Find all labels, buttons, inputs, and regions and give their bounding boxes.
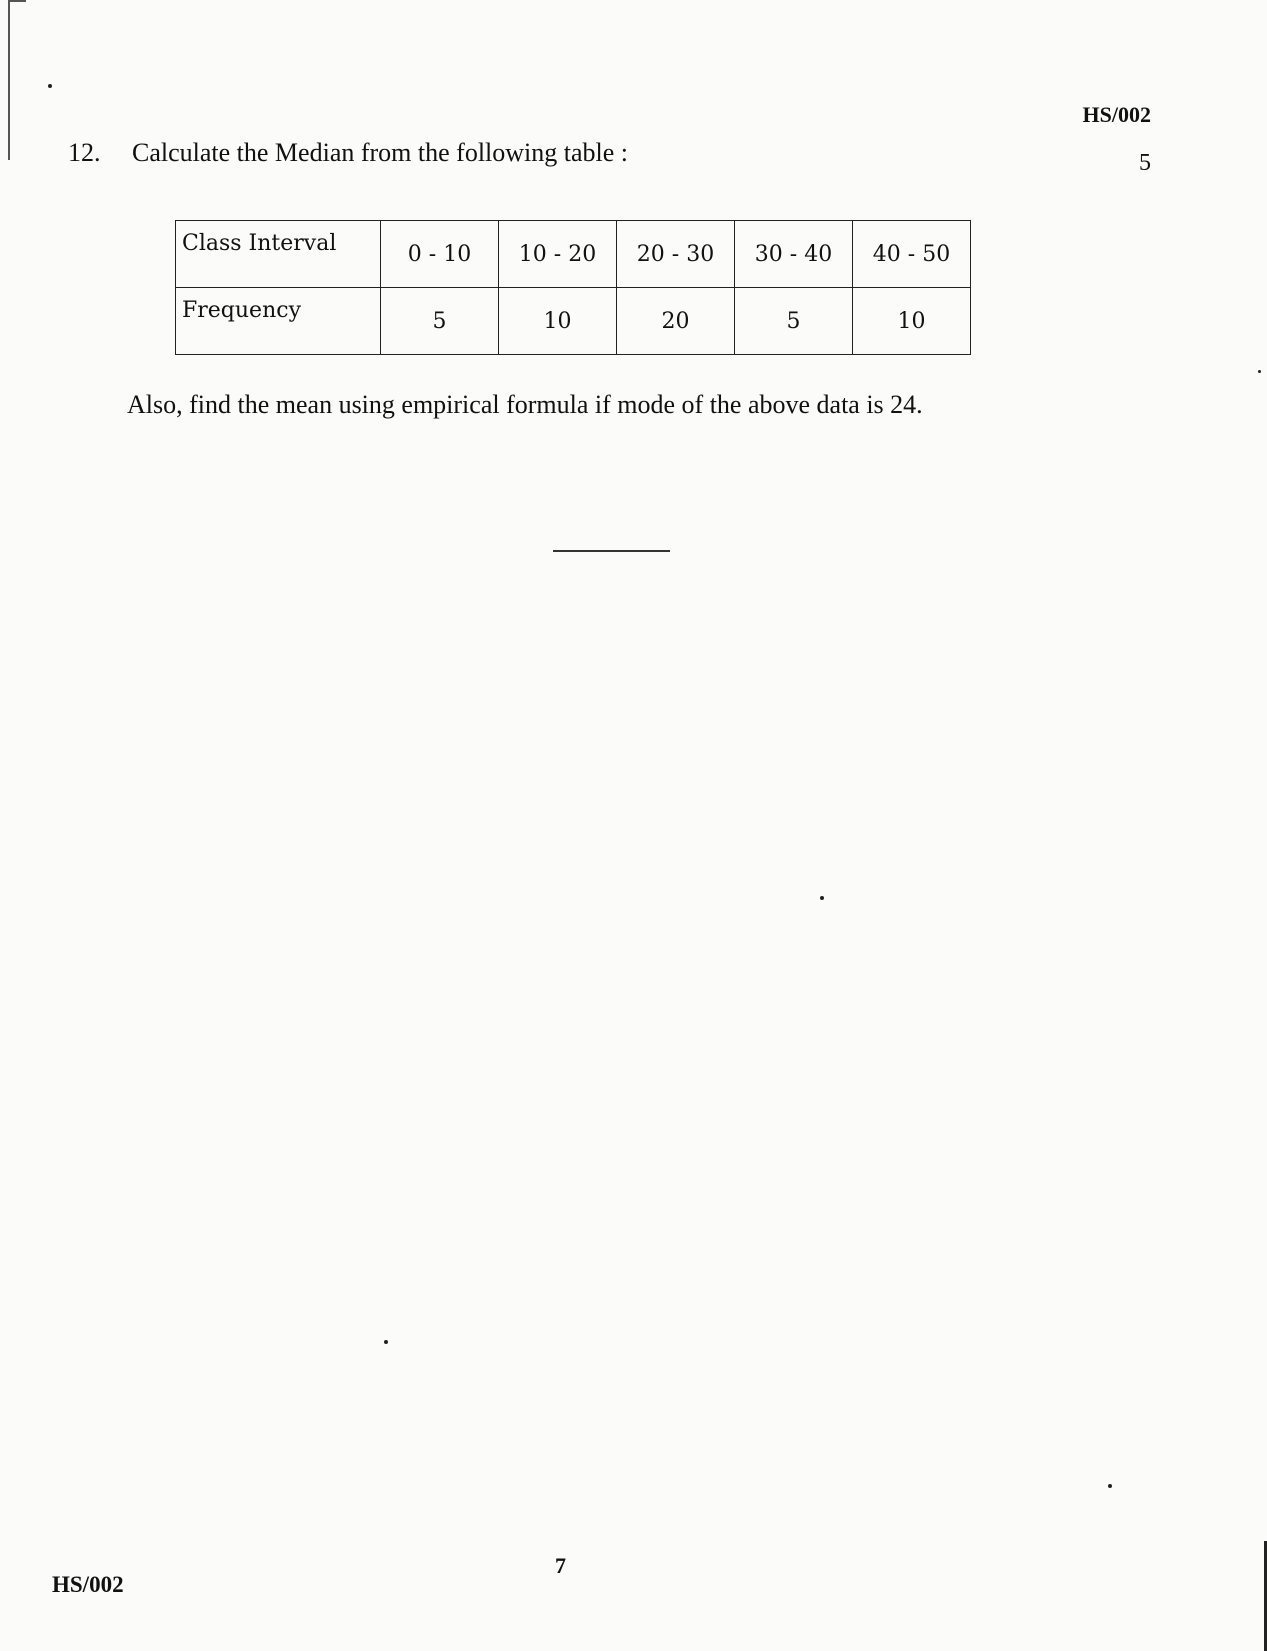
end-of-question-rule	[553, 550, 670, 552]
question-text: Calculate the Median from the following table :	[132, 138, 629, 167]
scan-speck	[384, 1340, 388, 1344]
class-interval-cell: 20 - 30	[617, 221, 735, 288]
class-interval-cell: 40 - 50	[853, 221, 971, 288]
scan-speck	[1108, 1484, 1112, 1488]
footer-paper-code: HS/002	[52, 1572, 124, 1597]
frequency-cell: 10	[853, 288, 971, 355]
scan-border-top	[8, 0, 26, 2]
frequency-cell: 5	[381, 288, 499, 355]
scan-border-left	[8, 0, 10, 160]
frequency-table	[175, 220, 971, 355]
class-interval-cell: 30 - 40	[735, 221, 853, 288]
followup-question-text: Also, find the mean using empirical formula if mode of the above data is 24.	[127, 390, 923, 419]
scan-speck	[820, 896, 824, 900]
scan-speck	[1258, 370, 1261, 373]
class-interval-cell: 0 - 10	[381, 221, 499, 288]
frequency-cell: 10	[499, 288, 617, 355]
question-marks: 5	[1139, 150, 1151, 176]
header-paper-code: HS/002	[1082, 102, 1151, 127]
frequency-row	[176, 288, 971, 355]
class-interval-label: Class Interval	[176, 221, 381, 288]
scan-speck	[48, 84, 52, 88]
class-interval-row	[176, 221, 971, 288]
frequency-cell: 20	[617, 288, 735, 355]
question-number: 12.	[68, 138, 101, 167]
frequency-label: Frequency	[176, 288, 381, 355]
class-interval-cell: 10 - 20	[499, 221, 617, 288]
frequency-cell: 5	[735, 288, 853, 355]
page-number: 7	[555, 1553, 566, 1578]
